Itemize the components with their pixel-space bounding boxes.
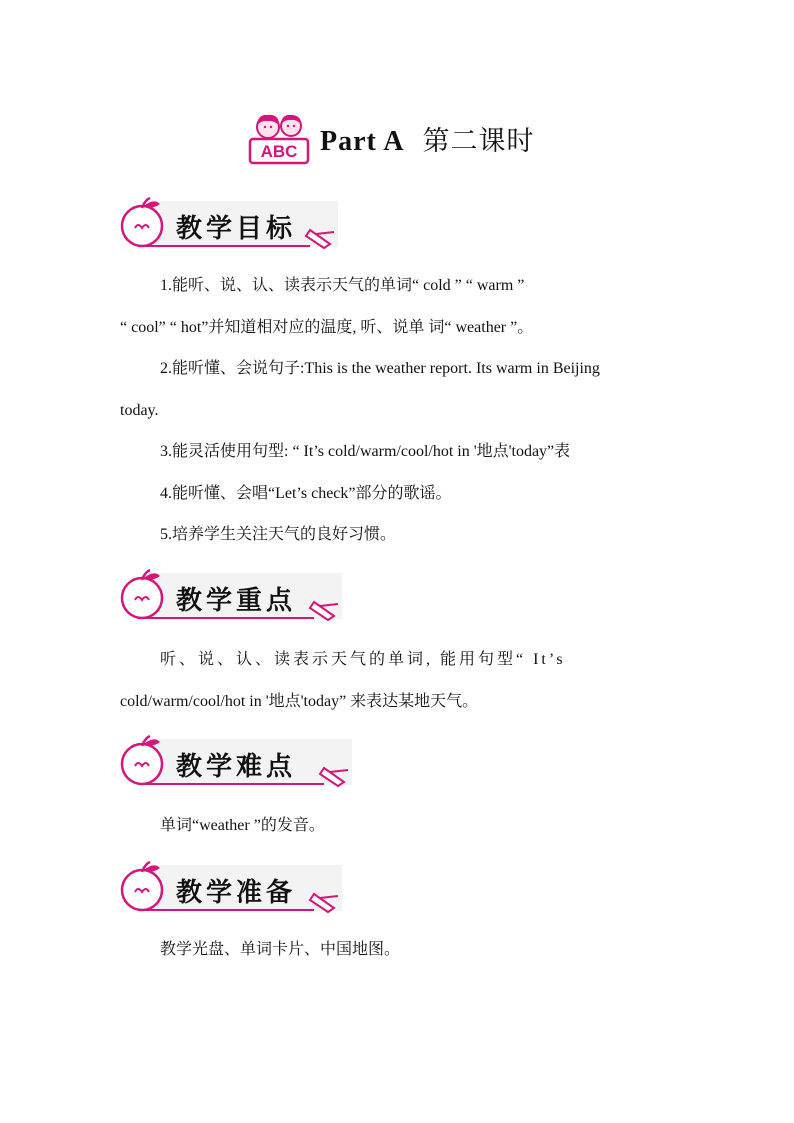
section-title: 教学准备 bbox=[176, 878, 297, 908]
key-point-line-2: cold/warm/cool/hot in '地点'today” 来表达某地天气。 bbox=[120, 693, 479, 710]
section-title: 教学重点 bbox=[176, 586, 297, 616]
section-header-preparation bbox=[120, 860, 342, 918]
section-title: 教学难点 bbox=[176, 752, 297, 782]
preparation-text: 教学光盘、单词卡片、中国地图。 bbox=[160, 941, 401, 958]
goal-line-4: today. bbox=[120, 402, 159, 419]
apple-icon bbox=[122, 736, 162, 784]
goal-line-3: 2.能听懂、会说句子:This is the weather report. Its warm in Beijing bbox=[160, 360, 600, 377]
goal-line-2: “ cool” “ hot”并知道相对应的温度, 听、说单 词“ weather ”。 bbox=[120, 319, 534, 336]
goal-line-6: 4.能听懂、会唱“Let’s check”部分的歌谣。 bbox=[160, 485, 452, 502]
apple-icon bbox=[122, 570, 162, 618]
section-title: 教学目标 bbox=[176, 214, 297, 244]
goal-line-7: 5.培养学生关注天气的良好习惯。 bbox=[160, 526, 397, 543]
title-english: Part A bbox=[320, 125, 405, 157]
key-point-line-1: 听、说、认、读表示天气的单词, 能用句型“ It’s bbox=[160, 651, 566, 668]
abc-kids-logo bbox=[246, 109, 312, 167]
section-header-key-points bbox=[120, 568, 342, 626]
goal-line-1: 1.能听、说、认、读表示天气的单词“ cold ” “ warm ” bbox=[160, 277, 525, 294]
difficulty-text: 单词“weather ”的发音。 bbox=[160, 817, 325, 834]
section-header-goals bbox=[120, 196, 338, 254]
page-title bbox=[246, 108, 535, 168]
svg-text:ABC: ABC bbox=[260, 142, 298, 161]
goal-line-5: 3.能灵活使用句型: “ It’s cold/warm/cool/hot in '地点'today”表 bbox=[160, 443, 571, 460]
title-chinese: 第二课时 bbox=[422, 125, 535, 157]
apple-icon bbox=[122, 198, 162, 246]
apple-icon bbox=[122, 862, 162, 910]
section-header-difficulties bbox=[120, 734, 352, 792]
